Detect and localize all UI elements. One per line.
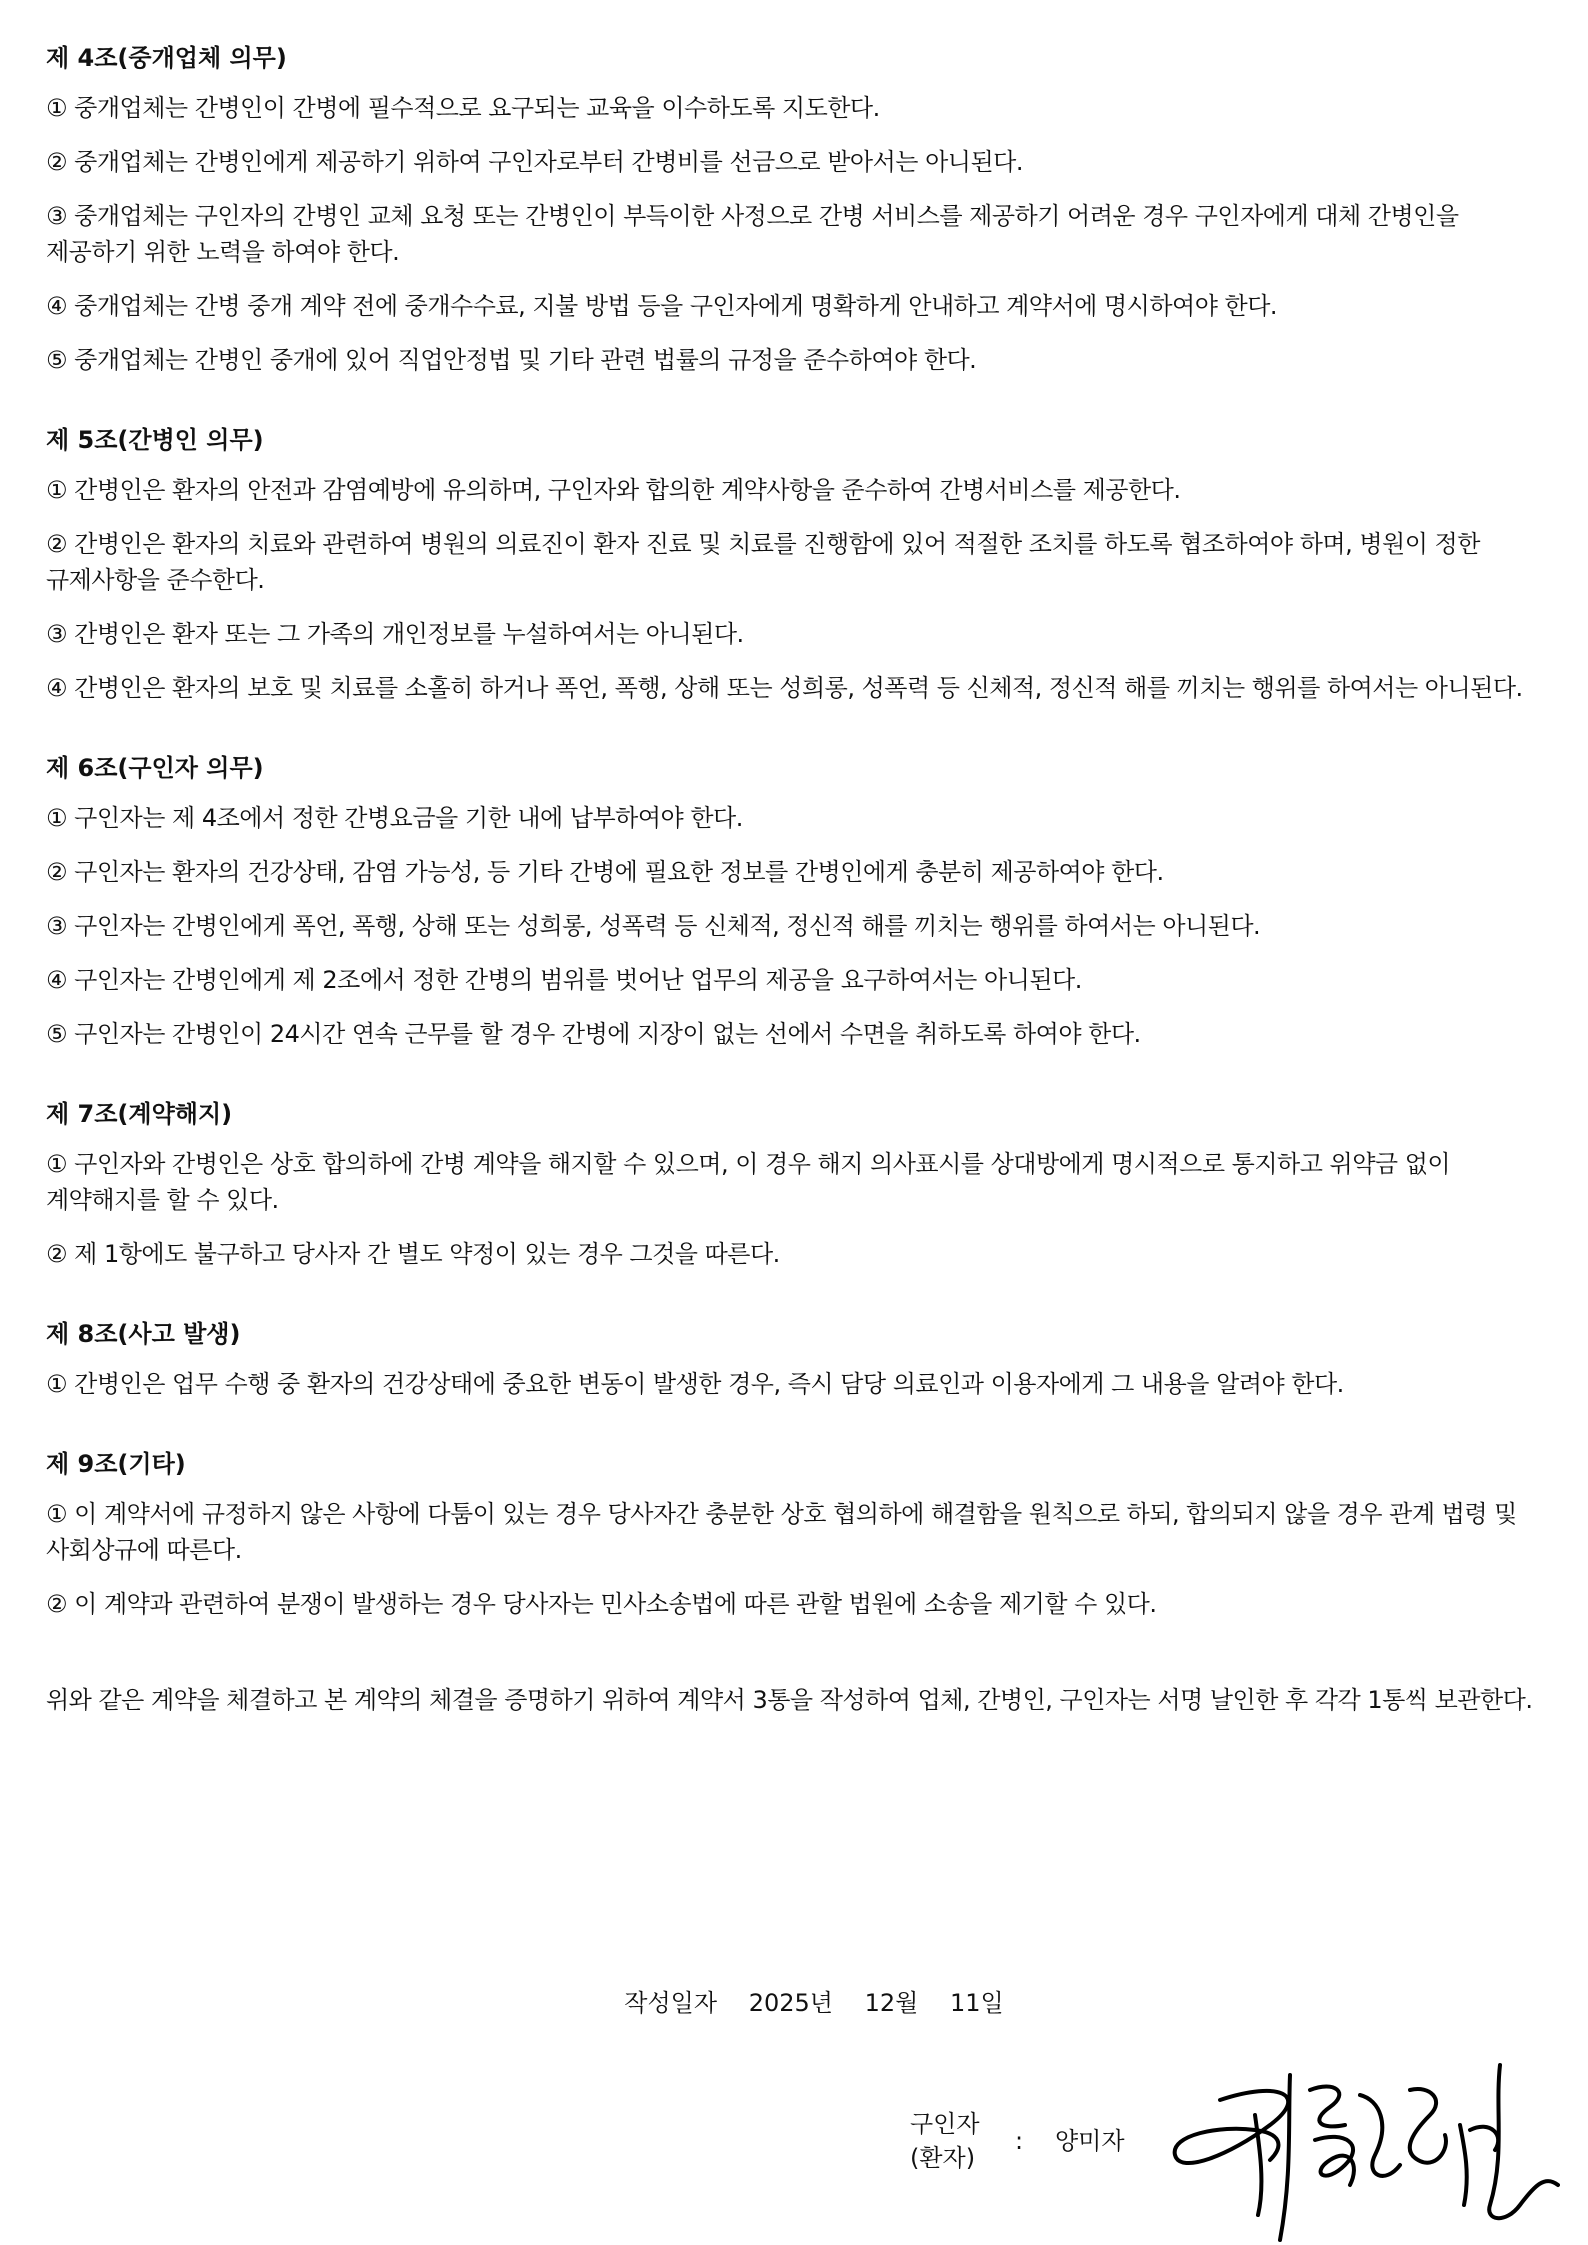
date-line <box>0 1985 1588 2021</box>
clause: ② 이 계약과 관련하여 분쟁이 발생하는 경우 당사자는 민사소송법에 따른 관할 법원에 소송을 제기할 수 있다. <box>46 1590 1157 1618</box>
clause: ③ 중개업체는 구인자의 간병인 교체 요청 또는 간병인이 부득이한 사정으로 간병 서비스를 제공하기 어려운 경우 구인자에게 대체 간병인을 제공하기 위한 노력을 하여야 한다. <box>46 202 1459 266</box>
article-title: 제 5조(간병인 의무) <box>46 426 264 454</box>
contract-body <box>46 40 1554 1718</box>
signer-colon: : <box>1015 2127 1024 2155</box>
article-6 <box>46 750 1554 1052</box>
clause: ① 간병인은 업무 수행 중 환자의 건강상태에 중요한 변동이 발생한 경우, 즉시 담당 의료인과 이용자에게 그 내용을 알려야 한다. <box>46 1370 1344 1398</box>
article-title: 제 7조(계약해지) <box>46 1100 233 1128</box>
article-7 <box>46 1096 1554 1272</box>
closing-statement: 위와 같은 계약을 체결하고 본 계약의 체결을 증명하기 위하여 계약서 3통을 작성하여 업체, 간병인, 구인자는 서명 날인한 후 각각 1통씩 보관한다. <box>46 1686 1533 1714</box>
article-title: 제 6조(구인자 의무) <box>46 754 264 782</box>
article-title: 제 9조(기타) <box>46 1450 186 1478</box>
clause: ① 이 계약서에 규정하지 않은 사항에 다툼이 있는 경우 당사자간 충분한 상호 협의하에 해결함을 원칙으로 하되, 합의되지 않을 경우 관계 법령 및 사회상규에 따른다. <box>46 1500 1517 1564</box>
clause: ③ 간병인은 환자 또는 그 가족의 개인정보를 누설하여서는 아니된다. <box>46 620 744 648</box>
clause: ③ 구인자는 간병인에게 폭언, 폭행, 상해 또는 성희롱, 성폭력 등 신체적, 정신적 해를 끼치는 행위를 하여서는 아니된다. <box>46 912 1261 940</box>
article-8 <box>46 1316 1554 1402</box>
clause: ② 구인자는 환자의 건강상태, 감염 가능성, 등 기타 간병에 필요한 정보를 간병인에게 충분히 제공하여야 한다. <box>46 858 1164 886</box>
signer-role-line1: 구인자 <box>910 2110 980 2138</box>
article-title: 제 8조(사고 발생) <box>46 1320 241 1348</box>
date-label: 작성일자 <box>624 1989 718 2017</box>
clause: ② 간병인은 환자의 치료와 관련하여 병원의 의료진이 환자 진료 및 치료를 진행함에 있어 적절한 조치를 하도록 협조하여야 하며, 병원이 정한 규제사항을 준수한다. <box>46 530 1480 594</box>
article-9 <box>46 1446 1554 1622</box>
signer-name: 양미자 <box>1055 2127 1125 2155</box>
clause: ⑤ 구인자는 간병인이 24시간 연속 근무를 할 경우 간병에 지장이 없는 선에서 수면을 취하도록 하여야 한다. <box>46 1020 1141 1048</box>
clause: ② 제 1항에도 불구하고 당사자 간 별도 약정이 있는 경우 그것을 따른다. <box>46 1240 780 1268</box>
article-4 <box>46 40 1554 378</box>
signer-role-line2: (환자) <box>910 2144 976 2172</box>
handwritten-signature <box>1160 2055 1560 2245</box>
article-5 <box>46 422 1554 706</box>
date-year: 2025년 <box>748 1989 833 2017</box>
clause: ④ 간병인은 환자의 보호 및 치료를 소홀히 하거나 폭언, 폭행, 상해 또는 성희롱, 성폭력 등 신체적, 정신적 해를 끼치는 행위를 하여서는 아니된다. <box>46 674 1523 702</box>
clause: ⑤ 중개업체는 간병인 중개에 있어 직업안정법 및 기타 관련 법률의 규정을 준수하여야 한다. <box>46 346 977 374</box>
clause: ① 간병인은 환자의 안전과 감염예방에 유의하며, 구인자와 합의한 계약사항을 준수하여 간병서비스를 제공한다. <box>46 476 1181 504</box>
clause: ① 중개업체는 간병인이 간병에 필수적으로 요구되는 교육을 이수하도록 지도한다. <box>46 94 880 122</box>
clause: ④ 중개업체는 간병 중개 계약 전에 중개수수료, 지불 방법 등을 구인자에게 명확하게 안내하고 계약서에 명시하여야 한다. <box>46 292 1278 320</box>
date-month: 12월 <box>864 1989 919 2017</box>
article-title: 제 4조(중개업체 의무) <box>46 44 287 72</box>
clause: ④ 구인자는 간병인에게 제 2조에서 정한 간병의 범위를 벗어난 업무의 제공을 요구하여서는 아니된다. <box>46 966 1082 994</box>
date-day: 11일 <box>949 1989 1004 2017</box>
clause: ② 중개업체는 간병인에게 제공하기 위하여 구인자로부터 간병비를 선금으로 받아서는 아니된다. <box>46 148 1023 176</box>
clause: ① 구인자와 간병인은 상호 합의하에 간병 계약을 해지할 수 있으며, 이 경우 해지 의사표시를 상대방에게 명시적으로 통지하고 위약금 없이 계약해지를 할 수 있다. <box>46 1150 1451 1214</box>
signer-role <box>910 2107 1010 2175</box>
clause: ① 구인자는 제 4조에서 정한 간병요금을 기한 내에 납부하여야 한다. <box>46 804 743 832</box>
